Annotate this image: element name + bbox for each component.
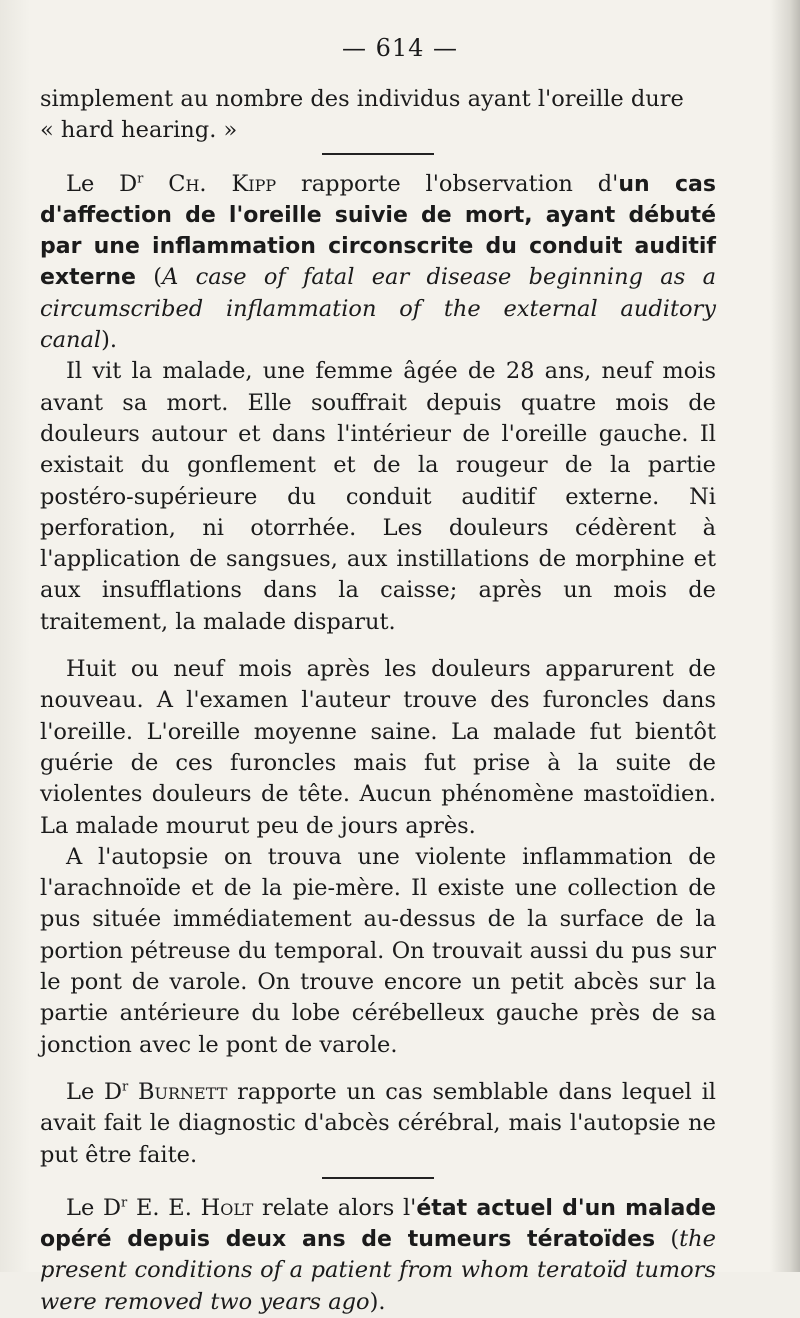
holt-text: relate alors l': [253, 1194, 417, 1221]
paragraph-burnett: [40, 1077, 716, 1171]
kipp-sup: r: [137, 171, 144, 187]
kipp-text: rapporte l'observation d': [276, 170, 619, 197]
burnett-text: rapporte un cas semblable dans lequel il avait fait le diagnostic d'abcès cérébral, mais l'autopsie ne put être faite.: [40, 1078, 716, 1168]
continuation-line: simplement au nombre des individus ayant l'oreille dure: [40, 86, 684, 112]
kipp-paren-open: (: [135, 264, 163, 291]
kipp-paren-close: ).: [101, 327, 118, 354]
paragraph-continuation: [40, 84, 716, 147]
kipp-lead: Le D: [66, 170, 138, 197]
author-name-kipp: Ch. Kipp: [168, 170, 277, 197]
kipp-title-bold: un cas d'affection de l'oreille suivie de mort, ayant débuté par une inflammation circonscrite du conduit auditif externe: [40, 171, 716, 291]
holt-paren-close: ).: [369, 1288, 386, 1315]
holt-lead: Le D: [66, 1194, 122, 1221]
holt-title-bold: état actuel d'un malade opéré depuis deux ans de tumeurs tératoïdes: [40, 1195, 717, 1253]
paragraph-holt: [40, 1193, 716, 1318]
paragraph-case: Il vit la malade, une femme âgée de 28 ans, neuf mois avant sa mort. Elle souffrait depuis quatre mois de douleurs autour et dans l'intérieur de l'oreille gauche. Il existait du gonflement et de la rougeur de la partie postéro-supérieure du conduit auditif externe. Ni perforation, ni otorrhée. Les douleurs cédèrent à l'application de sangsues, aux instillations de morphine et aux insufflations dans la caisse; après un mois de traitement, la malade disparut.: [40, 358, 716, 635]
section-divider: [322, 153, 434, 155]
kipp-title-english: A case of fatal ear disease beginning as a circumscribed inflammation of the external auditory canal: [40, 264, 716, 354]
section-divider: [322, 1177, 434, 1179]
page-number: — 614 —: [341, 34, 459, 62]
paragraph-gap: [40, 638, 716, 654]
author-name-burnett: Burnett: [137, 1078, 228, 1105]
holt-title-english: the present conditions of a patient from whom teratoïd tumors were removed two years ago: [40, 1226, 716, 1315]
burnett-sup: r: [122, 1079, 129, 1095]
burnett-lead: Le D: [66, 1078, 123, 1105]
paragraph-gap: [40, 1061, 716, 1077]
author-name-holt: E. E. Holt: [135, 1194, 254, 1221]
paragraph-kipp: [40, 169, 716, 357]
continuation-quote: « hard hearing. »: [40, 117, 238, 144]
paragraph-recurrence: Huit ou neuf mois après les douleurs apparurent de nouveau. A l'examen l'auteur trouve des furoncles dans l'oreille. L'oreille moyenne saine. La malade fut bientôt guérie de ces furoncles mais fut prise à la suite de violentes douleurs de tête. Aucun phénomène mastoïdien. La malade mourut peu de jours après.: [40, 656, 716, 839]
paragraph-autopsy: A l'autopsie on trouva une violente inflammation de l'arachnoïde et de la pie-mère. Il existe une collection de pus située immédiatement au-dessus de la surface de la portion pétreuse du temporal. On trouvait aussi du pus sur le pont de varole. On trouve encore un petit abcès sur la partie antérieure du lobe cérébelleux gauche près de sa jonction avec le pont de varole.: [40, 843, 716, 1058]
holt-sup: r: [121, 1195, 128, 1211]
body-text: [40, 84, 716, 1318]
holt-paren-open: (: [655, 1226, 680, 1253]
